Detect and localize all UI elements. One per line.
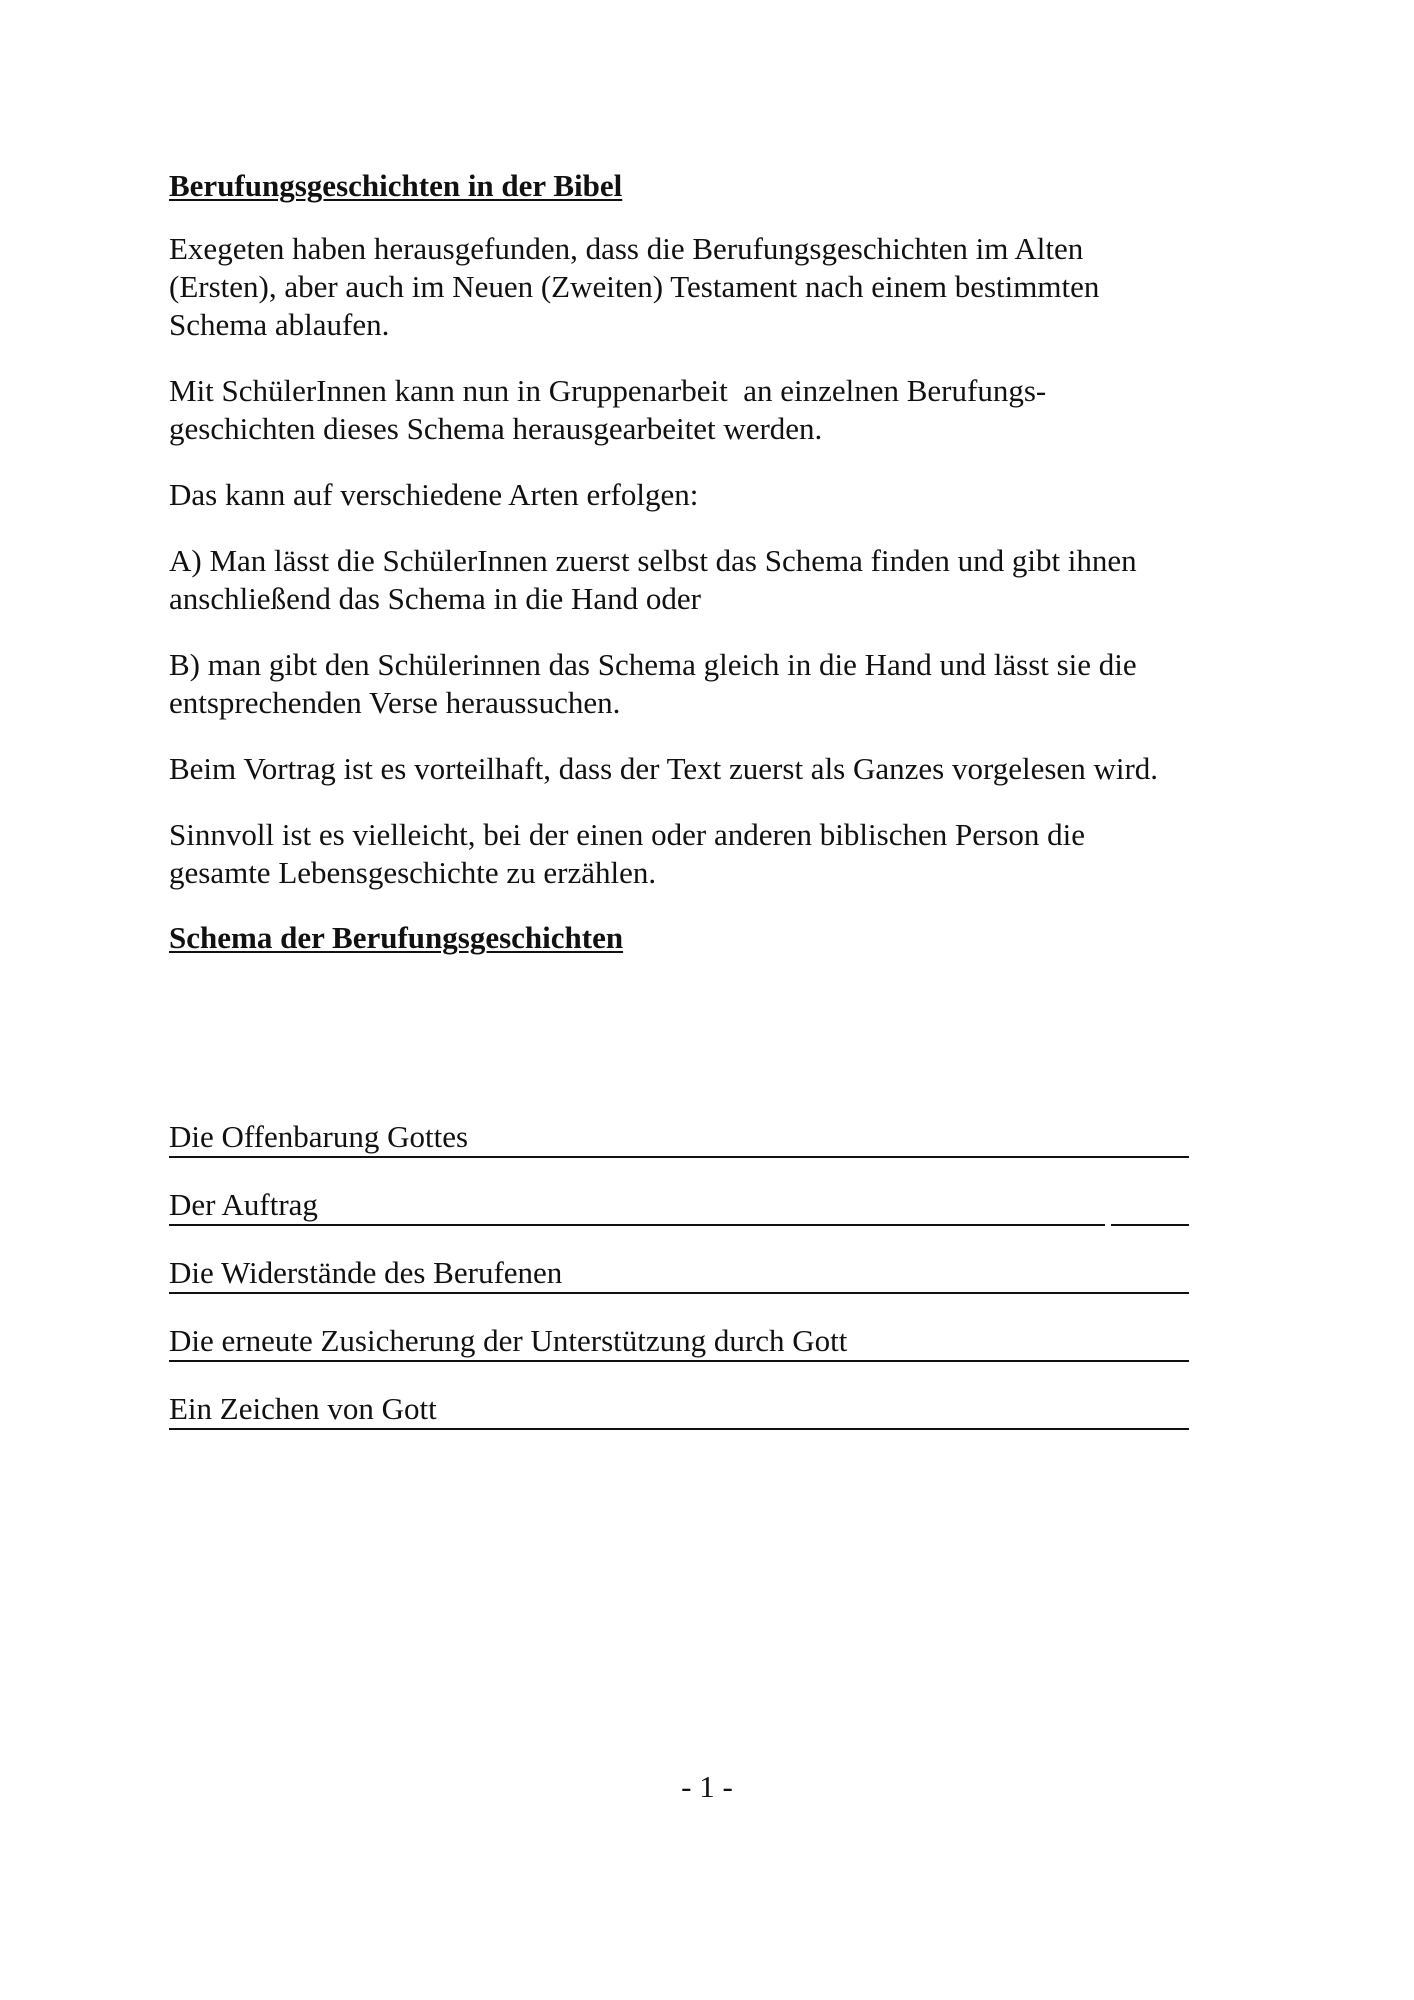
- paragraph-biography: [169, 816, 1279, 892]
- schema-item-zeichen: [169, 1390, 1189, 1458]
- schema-item-label: Die Widerstände des Berufenen: [169, 1255, 563, 1290]
- paragraph-line: anschließend das Schema in die Hand oder: [169, 581, 701, 616]
- fill-in-line: [169, 1360, 1189, 1362]
- document-title: Berufungsgeschichten in der Bibel: [169, 168, 623, 203]
- paragraph-line: A) Man lässt die SchülerInnen zuerst selbst das Schema finden und gibt ihnen: [169, 543, 1137, 578]
- paragraph-line: Exegeten haben herausgefunden, dass die Berufungsgeschichten im Alten: [169, 231, 1084, 266]
- schema-item-label: Der Auftrag: [169, 1187, 318, 1222]
- document-body: [169, 168, 1279, 956]
- paragraph-groupwork: [169, 372, 1279, 448]
- fill-in-line: [169, 1292, 1189, 1294]
- fill-in-line: [169, 1224, 1189, 1226]
- schema-item-zusicherung: [169, 1322, 1189, 1390]
- paragraph-line: Beim Vortrag ist es vorteilhaft, dass der Text zuerst als Ganzes vorgelesen wird.: [169, 751, 1159, 786]
- schema-item-widerstaende: [169, 1254, 1189, 1322]
- paragraph-line: (Ersten), aber auch im Neuen (Zweiten) Testament nach einem bestimmten: [169, 269, 1100, 304]
- fill-in-line: [169, 1156, 1189, 1158]
- paragraph-line: Schema ablaufen.: [169, 307, 390, 342]
- paragraph-line: gesamte Lebensgeschichte zu erzählen.: [169, 855, 657, 890]
- paragraph-line: B) man gibt den Schülerinnen das Schema gleich in die Hand und lässt sie die: [169, 647, 1137, 682]
- paragraph-line: Mit SchülerInnen kann nun in Gruppenarbeit an einzelnen Berufungs-: [169, 373, 1047, 408]
- paragraph-line: entsprechenden Verse heraussuchen.: [169, 685, 621, 720]
- schema-heading: Schema der Berufungsgeschichten: [169, 920, 624, 955]
- schema-item-label: Ein Zeichen von Gott: [169, 1391, 437, 1426]
- paragraph-intro: [169, 230, 1279, 344]
- schema-list: [169, 1118, 1189, 1458]
- fill-in-line: [169, 1428, 1189, 1430]
- paragraph-option-b: [169, 646, 1279, 722]
- paragraph-option-a: [169, 542, 1279, 618]
- paragraph-line: Sinnvoll ist es vielleicht, bei der einen oder anderen biblischen Person die: [169, 817, 1085, 852]
- page-number: - 1 -: [681, 1769, 733, 1804]
- paragraph-line: Das kann auf verschiedene Arten erfolgen:: [169, 477, 699, 512]
- line-gap: [1105, 1224, 1111, 1228]
- paragraph-lecture: [169, 750, 1279, 788]
- schema-item-label: Die erneute Zusicherung der Unterstützung durch Gott: [169, 1323, 848, 1358]
- schema-item-offenbarung: [169, 1118, 1189, 1186]
- schema-item-label: Die Offenbarung Gottes: [169, 1119, 469, 1154]
- paragraph-line: geschichten dieses Schema herausgearbeitet werden.: [169, 411, 823, 446]
- paragraph-methods: [169, 476, 1279, 514]
- schema-item-auftrag: [169, 1186, 1189, 1254]
